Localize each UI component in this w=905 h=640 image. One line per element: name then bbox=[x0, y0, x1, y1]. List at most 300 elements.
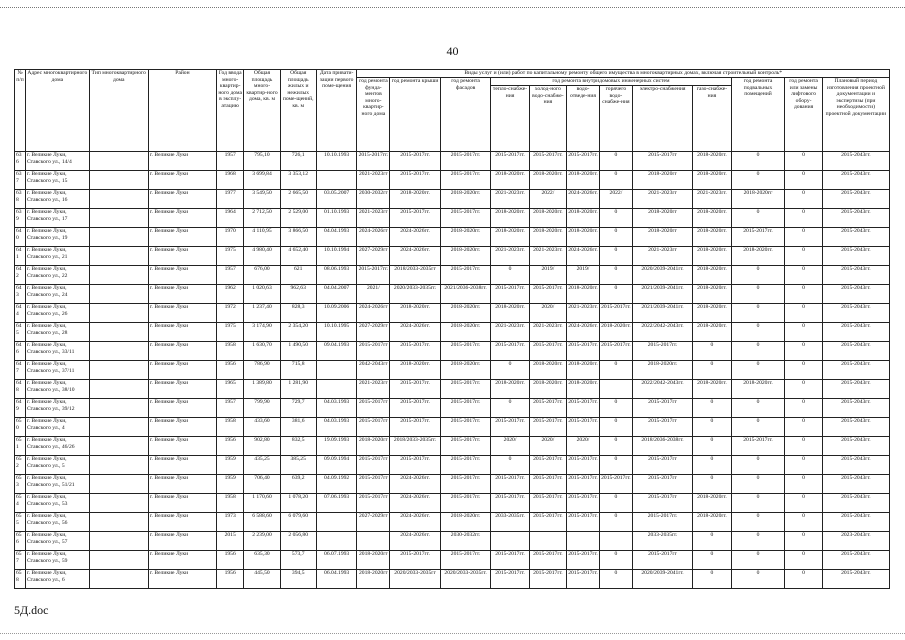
cell-hot-water: 0 bbox=[599, 247, 632, 266]
cell-address: г. Великие Луки, Ставского ул., 4 bbox=[25, 418, 89, 437]
cell-plan: 2015-2043гг. bbox=[822, 456, 889, 475]
cell-plan: 2015-2043гг. bbox=[822, 494, 889, 513]
cell-year-built: 1956 bbox=[216, 551, 243, 570]
cell-foundation: 2021/ bbox=[357, 285, 390, 304]
cell-heat bbox=[491, 532, 529, 551]
cell-facade: 2015-2017гг. bbox=[440, 380, 490, 399]
cell-living-area: 3 866,50 bbox=[280, 228, 316, 247]
cell-basement: 0 bbox=[731, 209, 785, 228]
cell-heat: 2018-2020гг. bbox=[491, 380, 529, 399]
cell-district: г. Великие Луки bbox=[148, 456, 216, 475]
table-row bbox=[15, 304, 890, 323]
cell-district: г. Великие Луки bbox=[148, 190, 216, 209]
cell-gas: 0 bbox=[693, 456, 731, 475]
cell-sewer: 2019/ bbox=[567, 266, 600, 285]
cell-gas: 0 bbox=[693, 551, 731, 570]
cell-privatization-date: 08.06.1993 bbox=[316, 266, 357, 285]
table-row bbox=[15, 380, 890, 399]
cell-facade: 2015-2017гг. bbox=[440, 494, 490, 513]
cell-district: г. Великие Луки bbox=[148, 361, 216, 380]
cell-heat: 0 bbox=[491, 456, 529, 475]
cell-cold-water: 2018-2020гг. bbox=[529, 361, 566, 380]
cell-roof: 2024-2026гг. bbox=[390, 494, 440, 513]
cell-privatization-date bbox=[316, 380, 357, 399]
cell-year-built: 1956 bbox=[216, 361, 243, 380]
cell-num: 650 bbox=[15, 418, 26, 437]
cell-lift: 0 bbox=[785, 171, 822, 190]
cell-cold-water: 2021-2023гг. bbox=[529, 247, 566, 266]
table-row bbox=[15, 456, 890, 475]
cell-gas: 0 bbox=[693, 437, 731, 456]
cell-lift: 0 bbox=[785, 228, 822, 247]
cell-basement: 2018-2020гг. bbox=[731, 380, 785, 399]
cell-total-area: 4 980,40 bbox=[244, 247, 280, 266]
table-row bbox=[15, 494, 890, 513]
cell-lift: 0 bbox=[785, 399, 822, 418]
cell-electricity: 2018-2020гг bbox=[632, 209, 692, 228]
cell-lift: 0 bbox=[785, 342, 822, 361]
cell-type bbox=[89, 361, 148, 380]
header-living-area: Общая площадь жилых и нежилых поме-щений, кв. м bbox=[280, 70, 316, 152]
cell-privatization-date: 04.09.1992 bbox=[316, 475, 357, 494]
cell-privatization-date bbox=[316, 513, 357, 532]
cell-plan: 2015-2043гг. bbox=[822, 380, 889, 399]
table-row bbox=[15, 247, 890, 266]
cell-num: 655 bbox=[15, 513, 26, 532]
cell-sewer: 2018-2020гг. bbox=[567, 285, 600, 304]
cell-roof: 2015-2017гг. bbox=[390, 171, 440, 190]
cell-gas: 2018-2020гг. bbox=[693, 209, 731, 228]
cell-year-built: 1964 bbox=[216, 209, 243, 228]
cell-num: 652 bbox=[15, 456, 26, 475]
cell-plan: 2015-2043гг. bbox=[822, 266, 889, 285]
cell-lift: 0 bbox=[785, 437, 822, 456]
cell-foundation: 2018-2020гг bbox=[357, 570, 390, 589]
cell-lift: 0 bbox=[785, 380, 822, 399]
cell-living-area: 394,5 bbox=[280, 570, 316, 589]
cell-basement: 0 bbox=[731, 171, 785, 190]
cell-plan: 2015-2043гг. bbox=[822, 171, 889, 190]
cell-sewer: 2015-2017гг. bbox=[567, 475, 600, 494]
cell-electricity: 2015-2017гг bbox=[632, 475, 692, 494]
header-facade: год ремонта фасадов bbox=[440, 78, 490, 152]
cell-total-area: 1 630,70 bbox=[244, 342, 280, 361]
cell-cold-water: 2015-2017гг. bbox=[529, 475, 566, 494]
cell-cold-water: 2015-2017гг. bbox=[529, 285, 566, 304]
cell-cold-water: 2015-2017гг. bbox=[529, 152, 566, 171]
cell-basement: 2018-2020гг. bbox=[731, 247, 785, 266]
cell-facade: 2015-2017гг. bbox=[440, 399, 490, 418]
cell-lift: 0 bbox=[785, 532, 822, 551]
cell-year-built: 1975 bbox=[216, 247, 243, 266]
cell-electricity: 2020/2039-2041гг. bbox=[632, 570, 692, 589]
cell-cold-water: 2018-2020гг. bbox=[529, 380, 566, 399]
cell-cold-water: 2015-2017гг. bbox=[529, 494, 566, 513]
cell-basement: 0 bbox=[731, 266, 785, 285]
cell-heat: 2033-2035гг. bbox=[491, 513, 529, 532]
cell-address: г. Великие Луки, Ставского ул., 22 bbox=[25, 266, 89, 285]
table-row bbox=[15, 513, 890, 532]
cell-address: г. Великие Луки, Ставского ул., 26 bbox=[25, 304, 89, 323]
cell-plan: 2015-2043гг. bbox=[822, 152, 889, 171]
cell-plan: 2015-2043гг. bbox=[822, 570, 889, 589]
cell-living-area: 828,3 bbox=[280, 304, 316, 323]
cell-electricity: 2018/2036-2038гг. bbox=[632, 437, 692, 456]
cell-sewer: 2015-2017гг. bbox=[567, 152, 600, 171]
cell-facade: 2015-2017гг. bbox=[440, 152, 490, 171]
cell-type bbox=[89, 494, 148, 513]
cell-lift: 0 bbox=[785, 209, 822, 228]
cell-roof: 2015-2017гг. bbox=[390, 399, 440, 418]
cell-privatization-date: 04.04.2007 bbox=[316, 285, 357, 304]
cell-basement: 0 bbox=[731, 494, 785, 513]
cell-address: г. Великие Луки, Ставского ул., 16 bbox=[25, 190, 89, 209]
top-border-line bbox=[0, 7, 905, 8]
cell-district: г. Великие Луки bbox=[148, 437, 216, 456]
cell-living-area: 726,1 bbox=[280, 152, 316, 171]
cell-living-area: 4 652,40 bbox=[280, 247, 316, 266]
cell-basement: 0 bbox=[731, 152, 785, 171]
cell-heat: 2015-2017гг. bbox=[491, 285, 529, 304]
cell-district: г. Великие Луки bbox=[148, 570, 216, 589]
table-body bbox=[15, 152, 890, 589]
cell-sewer: 2018-2020гг. bbox=[567, 209, 600, 228]
table-row bbox=[15, 266, 890, 285]
cell-district: г. Великие Луки bbox=[148, 342, 216, 361]
cell-basement: 2015-2017гг. bbox=[731, 437, 785, 456]
cell-num: 646 bbox=[15, 342, 26, 361]
cell-district: г. Великие Луки bbox=[148, 494, 216, 513]
cell-total-area: 6 588,60 bbox=[244, 513, 280, 532]
cell-foundation bbox=[357, 532, 390, 551]
cell-cold-water: 2018-2020гг. bbox=[529, 209, 566, 228]
page-number: 40 bbox=[446, 44, 459, 58]
cell-plan: 2015-2043гг. bbox=[822, 285, 889, 304]
cell-facade: 2021/2036-2038гг. bbox=[440, 285, 490, 304]
cell-electricity: 2018-2020гг. bbox=[632, 361, 692, 380]
cell-gas: 2018-2020гг. bbox=[693, 494, 731, 513]
cell-address: г. Великие Луки, Ставского ул., 39/12 bbox=[25, 399, 89, 418]
cell-hot-water: 0 bbox=[599, 209, 632, 228]
cell-total-area: 4 110,95 bbox=[244, 228, 280, 247]
cell-type bbox=[89, 570, 148, 589]
bottom-border-line bbox=[0, 633, 905, 634]
cell-type bbox=[89, 342, 148, 361]
cell-roof: 2024-2026гг. bbox=[390, 513, 440, 532]
cell-type bbox=[89, 380, 148, 399]
cell-roof: 2024-2026гг. bbox=[390, 475, 440, 494]
cell-heat: 2015-2017гг. bbox=[491, 551, 529, 570]
cell-year-built: 1956 bbox=[216, 437, 243, 456]
cell-living-area: 2 354,20 bbox=[280, 323, 316, 342]
cell-hot-water: 2015-2017гг. bbox=[599, 475, 632, 494]
cell-living-area: 639,2 bbox=[280, 475, 316, 494]
cell-basement: 0 bbox=[731, 361, 785, 380]
cell-cold-water: 2021-2023гг. bbox=[529, 323, 566, 342]
cell-facade: 2020/2033-2035гг. bbox=[440, 570, 490, 589]
cell-total-area: 676,00 bbox=[244, 266, 280, 285]
cell-sewer: 2021-2023гг. bbox=[567, 304, 600, 323]
cell-sewer: 2015-2017гг. bbox=[567, 399, 600, 418]
cell-facade: 2015-2017гг. bbox=[440, 437, 490, 456]
cell-plan: 2023-2043гг. bbox=[822, 532, 889, 551]
cell-district: г. Великие Луки bbox=[148, 418, 216, 437]
cell-facade: 2015-2017гг. bbox=[440, 475, 490, 494]
cell-district: г. Великие Луки bbox=[148, 513, 216, 532]
header-systems-group: год ремонта внутридомовых инженерных систем bbox=[491, 78, 731, 86]
header-num: № п/п bbox=[15, 70, 26, 152]
cell-num: 651 bbox=[15, 437, 26, 456]
cell-privatization-date: 04.03.1993 bbox=[316, 399, 357, 418]
header-sewer: водо-отведе-ния bbox=[567, 86, 600, 152]
cell-address: г. Великие Луки, Ставского ул., 56 bbox=[25, 513, 89, 532]
cell-cold-water: 2015-2017гг. bbox=[529, 513, 566, 532]
cell-sewer: 2018-2020гг. bbox=[567, 361, 600, 380]
table-row bbox=[15, 323, 890, 342]
cell-roof: 2020/2033-2035гг. bbox=[390, 285, 440, 304]
cell-facade: 2015-2017гг. bbox=[440, 266, 490, 285]
cell-electricity: 2018-2020гг bbox=[632, 171, 692, 190]
cell-district: г. Великие Луки bbox=[148, 228, 216, 247]
cell-living-area: 3 353,12 bbox=[280, 171, 316, 190]
cell-plan: 2015-2043гг. bbox=[822, 513, 889, 532]
cell-total-area: 3 174,90 bbox=[244, 323, 280, 342]
table-row bbox=[15, 209, 890, 228]
cell-address: г. Великие Луки, Ставского ул., 6 bbox=[25, 570, 89, 589]
cell-cold-water: 2018-2020гг. bbox=[529, 228, 566, 247]
cell-living-area: 2 056,80 bbox=[280, 532, 316, 551]
cell-basement: 0 bbox=[731, 399, 785, 418]
table-row bbox=[15, 570, 890, 589]
cell-lift: 0 bbox=[785, 513, 822, 532]
cell-heat: 2015-2017гг. bbox=[491, 152, 529, 171]
cell-electricity: 2021/2039-2041гг. bbox=[632, 304, 692, 323]
cell-num: 657 bbox=[15, 551, 26, 570]
cell-lift: 0 bbox=[785, 456, 822, 475]
header-district: Район bbox=[148, 70, 216, 152]
cell-address: г. Великие Луки, Ставского ул., 21 bbox=[25, 247, 89, 266]
cell-foundation: 2024-2026гг bbox=[357, 228, 390, 247]
cell-gas: 2018-2020гг. bbox=[693, 228, 731, 247]
table-row bbox=[15, 171, 890, 190]
cell-year-built: 1959 bbox=[216, 475, 243, 494]
cell-gas: 2018-2020гг. bbox=[693, 285, 731, 304]
cell-hot-water bbox=[599, 380, 632, 399]
cell-total-area: 635,30 bbox=[244, 551, 280, 570]
cell-facade: 2018-2020гг. bbox=[440, 513, 490, 532]
header-privatization-date: Дата привати-зации первого поме-щения bbox=[316, 70, 357, 152]
cell-roof: 2015-2017гг. bbox=[390, 380, 440, 399]
cell-facade: 2030-2032гг. bbox=[440, 532, 490, 551]
header-address: Адрес многоквартирного дома bbox=[25, 70, 89, 152]
table-row bbox=[15, 361, 890, 380]
cell-num: 644 bbox=[15, 304, 26, 323]
cell-lift: 0 bbox=[785, 551, 822, 570]
cell-address: г. Великие Луки, Ставского ул., 37/11 bbox=[25, 361, 89, 380]
header-electricity: электро-снабжения bbox=[632, 86, 692, 152]
cell-district: г. Великие Луки bbox=[148, 209, 216, 228]
cell-electricity: 2015-2017гг. bbox=[632, 513, 692, 532]
cell-foundation: 2024-2026гг bbox=[357, 304, 390, 323]
table-row bbox=[15, 532, 890, 551]
cell-address: г. Великие Луки, Ставского ул., 17 bbox=[25, 209, 89, 228]
cell-cold-water: 2015-2017гг. bbox=[529, 570, 566, 589]
cell-foundation: 2027-2029гг bbox=[357, 323, 390, 342]
cell-sewer: 2015-2017гг. bbox=[567, 456, 600, 475]
cell-total-area: 3 699,84 bbox=[244, 171, 280, 190]
cell-facade: 2015-2017гг. bbox=[440, 418, 490, 437]
header-total-area: Общая площадь много-квартир-ного дома, кв. м bbox=[244, 70, 280, 152]
cell-hot-water: 0 bbox=[599, 285, 632, 304]
cell-sewer: 2024-2026гг. bbox=[567, 190, 600, 209]
cell-privatization-date: 06.07.1993 bbox=[316, 551, 357, 570]
cell-cold-water: 2022/ bbox=[529, 190, 566, 209]
cell-gas: 0 bbox=[693, 532, 731, 551]
cell-address: г. Великие Луки, Ставского ул., 59 bbox=[25, 551, 89, 570]
cell-gas: 2021-2023гг. bbox=[693, 190, 731, 209]
header-type: Тип многоквартирного дома bbox=[89, 70, 148, 152]
cell-electricity: 2022/2042-2043гг. bbox=[632, 323, 692, 342]
cell-hot-water: 0 bbox=[599, 551, 632, 570]
cell-type bbox=[89, 323, 148, 342]
cell-hot-water: 0 bbox=[599, 456, 632, 475]
cell-basement: 0 bbox=[731, 304, 785, 323]
cell-year-built: 1958 bbox=[216, 342, 243, 361]
cell-foundation: 2015-2017гг. bbox=[357, 266, 390, 285]
cell-num: 654 bbox=[15, 494, 26, 513]
cell-plan: 2015-2043гг. bbox=[822, 190, 889, 209]
cell-total-area: 795,10 bbox=[244, 152, 280, 171]
table-row bbox=[15, 152, 890, 171]
cell-num: 645 bbox=[15, 323, 26, 342]
cell-total-area: 3 549,50 bbox=[244, 190, 280, 209]
cell-roof: 2018-2020гг. bbox=[390, 361, 440, 380]
cell-living-area: 1 490,50 bbox=[280, 342, 316, 361]
cell-type bbox=[89, 285, 148, 304]
cell-address: г. Великие Луки, Ставского ул., 53 bbox=[25, 494, 89, 513]
cell-sewer: 2024-2026гг. bbox=[567, 247, 600, 266]
cell-heat: 2015-2017гг. bbox=[491, 342, 529, 361]
cell-type bbox=[89, 190, 148, 209]
cell-type bbox=[89, 209, 148, 228]
cell-type bbox=[89, 532, 148, 551]
cell-foundation: 2015-2017гг bbox=[357, 418, 390, 437]
cell-basement: 0 bbox=[731, 513, 785, 532]
cell-facade: 2015-2017гг. bbox=[440, 209, 490, 228]
cell-sewer: 2015-2017гг. bbox=[567, 342, 600, 361]
table-row bbox=[15, 342, 890, 361]
cell-roof: 2024-2026гг. bbox=[390, 247, 440, 266]
cell-district: г. Великие Луки bbox=[148, 247, 216, 266]
cell-district: г. Великие Луки bbox=[148, 285, 216, 304]
cell-num: 641 bbox=[15, 247, 26, 266]
cell-sewer: 2015-2017гг. bbox=[567, 551, 600, 570]
cell-facade: 2018-2020гг. bbox=[440, 228, 490, 247]
cell-address: г. Великие Луки, Ставского ул., 38/10 bbox=[25, 380, 89, 399]
cell-hot-water bbox=[599, 532, 632, 551]
cell-foundation: 2015-2017гг bbox=[357, 494, 390, 513]
cell-num: 653 bbox=[15, 475, 26, 494]
cell-roof: 2018/2033-2035гг. bbox=[390, 437, 440, 456]
cell-facade: 2018-2020гг. bbox=[440, 190, 490, 209]
header-gas: газо-снабже-ния bbox=[693, 86, 731, 152]
cell-living-area: 715,8 bbox=[280, 361, 316, 380]
cell-gas: 2018-2020гг. bbox=[693, 380, 731, 399]
cell-plan: 2015-2043гг. bbox=[822, 304, 889, 323]
cell-sewer: 2015-2017гг. bbox=[567, 418, 600, 437]
cell-gas: 0 bbox=[693, 475, 731, 494]
cell-address: г. Великие Луки, Ставского ул., 51/21 bbox=[25, 475, 89, 494]
cell-privatization-date bbox=[316, 171, 357, 190]
cell-privatization-date: 06.04.1993 bbox=[316, 570, 357, 589]
cell-foundation: 2015-2017гг bbox=[357, 399, 390, 418]
cell-lift: 0 bbox=[785, 570, 822, 589]
cell-year-built: 2015 bbox=[216, 532, 243, 551]
cell-lift: 0 bbox=[785, 190, 822, 209]
cell-total-area: 799,90 bbox=[244, 399, 280, 418]
cell-year-built: 1957 bbox=[216, 152, 243, 171]
cell-year-built: 1957 bbox=[216, 266, 243, 285]
cell-address: г. Великие Луки, Ставского ул., 24 bbox=[25, 285, 89, 304]
cell-roof: 2015-2017гг. bbox=[390, 456, 440, 475]
cell-total-area: 2 712,50 bbox=[244, 209, 280, 228]
cell-basement: 2015-2017гг. bbox=[731, 228, 785, 247]
cell-type bbox=[89, 456, 148, 475]
header-plan: Плановый период изготовления проектной документации и экспертизы (при необходимости) проектной документации bbox=[822, 78, 889, 152]
cell-foundation: 2021-2023гг bbox=[357, 380, 390, 399]
cell-address: г. Великие Луки, Ставского ул., 46/26 bbox=[25, 437, 89, 456]
cell-hot-water: 2015-2017гг. bbox=[599, 342, 632, 361]
cell-living-area: 6 079,60 bbox=[280, 513, 316, 532]
table-row bbox=[15, 551, 890, 570]
cell-heat: 2015-2017гг. bbox=[491, 570, 529, 589]
cell-sewer: 2015-2017гг. bbox=[567, 513, 600, 532]
footer-filename: 5Д.doc bbox=[14, 603, 49, 617]
cell-num: 647 bbox=[15, 361, 26, 380]
cell-year-built: 1968 bbox=[216, 171, 243, 190]
cell-living-area: 832,5 bbox=[280, 437, 316, 456]
cell-electricity: 2015-2017гг bbox=[632, 399, 692, 418]
cell-address: г. Великие Луки, Ставского ул., 19 bbox=[25, 228, 89, 247]
cell-roof: 2018-2020гг. bbox=[390, 304, 440, 323]
cell-lift: 0 bbox=[785, 152, 822, 171]
cell-hot-water: 0 bbox=[599, 437, 632, 456]
cell-electricity: 2021/2039-2041гг. bbox=[632, 285, 692, 304]
cell-gas: 2018-2020гг. bbox=[693, 323, 731, 342]
cell-sewer: 2015-2017гг. bbox=[567, 570, 600, 589]
cell-hot-water: 0 bbox=[599, 513, 632, 532]
cell-year-built: 1958 bbox=[216, 494, 243, 513]
cell-address: г. Великие Луки, Ставского ул., 14/4 bbox=[25, 152, 89, 171]
cell-heat: 0 bbox=[491, 399, 529, 418]
cell-district: г. Великие Луки bbox=[148, 532, 216, 551]
cell-plan: 2015-2043гг. bbox=[822, 437, 889, 456]
cell-hot-water: 2022/ bbox=[599, 190, 632, 209]
header-works-group: Виды услуг и (или) работ по капитальному ремонту общего имущества в многоквартирных домах, включая строительный контроль* bbox=[357, 70, 890, 78]
cell-roof: 2018-2020гг. bbox=[390, 190, 440, 209]
cell-electricity: 2015-2017гг bbox=[632, 551, 692, 570]
cell-gas: 0 bbox=[693, 399, 731, 418]
table-row bbox=[15, 228, 890, 247]
cell-cold-water: 2015-2017гг. bbox=[529, 399, 566, 418]
cell-heat: 2021-2023гг. bbox=[491, 247, 529, 266]
cell-heat: 2018-2020гг. bbox=[491, 209, 529, 228]
cell-district: г. Великие Луки bbox=[148, 399, 216, 418]
cell-heat: 0 bbox=[491, 361, 529, 380]
cell-total-area: 902,80 bbox=[244, 437, 280, 456]
cell-gas: 2018-2020гг. bbox=[693, 171, 731, 190]
cell-sewer: 2020/ bbox=[567, 437, 600, 456]
